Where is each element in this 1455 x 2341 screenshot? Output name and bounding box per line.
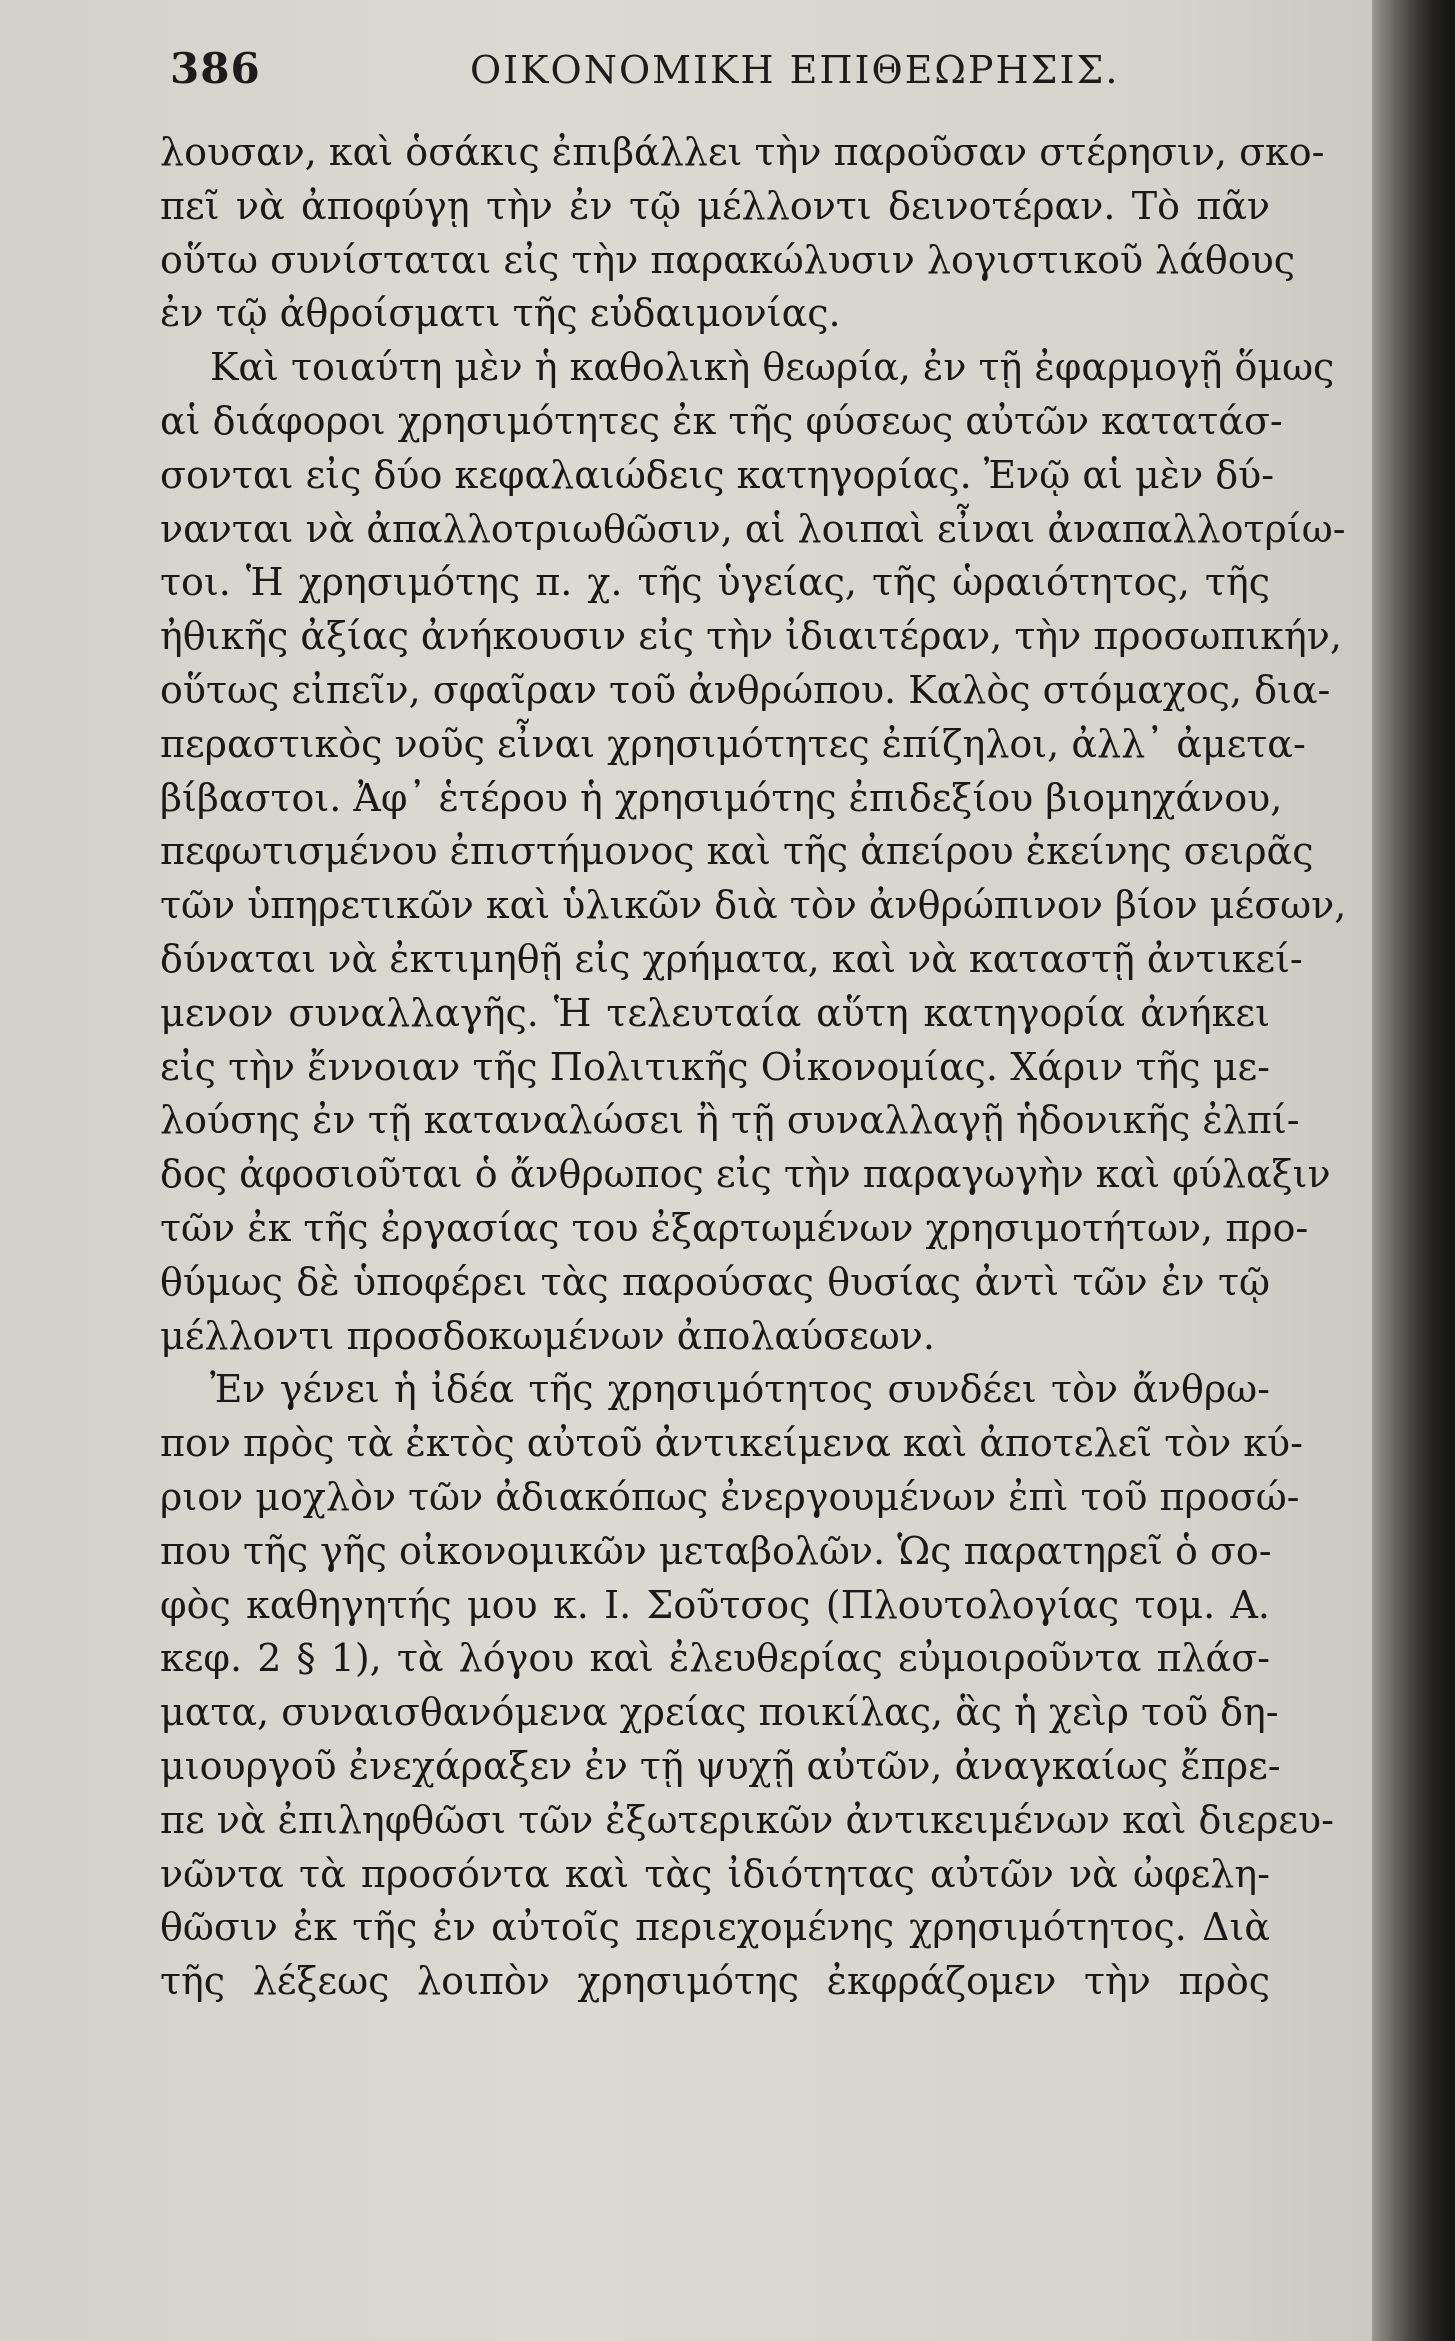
text-line: που τῆς γῆς οἰκονομικῶν μεταβολῶν. Ὡς παρατηρεῖ ὁ σο- — [160, 1528, 1272, 1573]
text-line: κεφ. 2 § 1), τὰ λόγου καὶ ἐλευθερίας εὐμοιροῦντα πλάσ- — [160, 1636, 1270, 1681]
text-line: οὕτως εἰπεῖν, σφαῖραν τοῦ ἀνθρώπου. Καλὸς στόμαχος, δια- — [160, 667, 1331, 712]
text-line: θύμως δὲ ὑποφέρει τὰς παρούσας θυσίας ἀντὶ τῶν ἐν τῷ — [160, 1259, 1270, 1304]
running-head — [170, 44, 1270, 104]
text-line: ματα, συναισθανόμενα χρείας ποικίλας, ἃς ἡ χεὶρ τοῦ δη- — [160, 1690, 1279, 1735]
text-line: τῶν ἐκ τῆς ἐργασίας του ἐξαρτωμένων χρησιμοτήτων, προ- — [160, 1205, 1309, 1250]
text-line: λούσης ἐν τῇ καταναλώσει ἢ τῇ συναλλαγῇ ἡδονικῆς ἐλπί- — [160, 1098, 1300, 1143]
text-line: μιουργοῦ ἐνεχάραξεν ἐν τῇ ψυχῇ αὐτῶν, ἀναγκαίως ἔπρε- — [160, 1743, 1281, 1788]
text-line: πεφωτισμένου ἐπιστήμονος καὶ τῆς ἀπείρου ἐκείνης σειρᾶς — [160, 829, 1314, 874]
text-line: φὸς καθηγητής μου κ. Ι. Σοῦτσος (Πλουτολογίας τομ. Α. — [160, 1582, 1270, 1627]
text-line: οὕτω συνίσταται εἰς τὴν παρακώλυσιν λογιστικοῦ λάθους — [160, 237, 1296, 282]
text-line: μενον συναλλαγῆς. Ἡ τελευταία αὕτη κατηγορία ἀνήκει — [160, 990, 1270, 1035]
text-line: λουσαν, καὶ ὁσάκις ἐπιβάλλει τὴν παροῦσαν στέρησιν, σκο- — [160, 130, 1325, 174]
text-line: πεῖ νὰ ἀποφύγῃ τὴν ἐν τῷ μέλλοντι δεινοτέραν. Τὸ πᾶν — [160, 183, 1270, 228]
book-binding-edge — [1372, 0, 1455, 2341]
text-line: νανται νὰ ἀπαλλοτριωθῶσιν, αἱ λοιπαὶ εἶναι ἀναπαλλοτρίω- — [160, 506, 1346, 551]
text-line: μέλλοντι προσδοκωμένων ἀπολαύσεων. — [160, 1313, 935, 1358]
text-line: Ἐν γένει ἡ ἰδέα τῆς χρησιμότητος συνδέει τὸν ἄνθρω- — [210, 1367, 1270, 1412]
text-line: δύναται νὰ ἐκτιμηθῇ εἰς χρήματα, καὶ νὰ καταστῇ ἀντικεί- — [160, 936, 1303, 981]
running-title: ΟΙΚΟΝΟΜΙΚΗ ΕΠΙΘΕΩΡΗΣΙΣ. — [470, 48, 1120, 92]
text-line: τῆς λέξεως λοιπὸν χρησιμότης ἐκφράζομεν τὴν πρὸς — [160, 1959, 1270, 2004]
text-line: ριον μοχλὸν τῶν ἀδιακόπως ἐνεργουμένων ἐπὶ τοῦ προσώ- — [160, 1474, 1300, 1519]
text-line: σονται εἰς δύο κεφαλαιώδεις κατηγορίας. Ἐνῷ αἱ μὲν δύ- — [160, 452, 1275, 497]
text-line: ἠθικῆς ἀξίας ἀνήκουσιν εἰς τὴν ἰδιαιτέραν, τὴν προσωπικήν, — [160, 614, 1342, 659]
text-line: τῶν ὑπηρετικῶν καὶ ὑλικῶν διὰ τὸν ἀνθρώπινον βίον μέσων, — [160, 883, 1347, 928]
text-line: Καὶ τοιαύτη μὲν ἡ καθολικὴ θεωρία, ἐν τῇ ἐφαρμογῇ ὅμως — [210, 345, 1335, 390]
text-line: πον πρὸς τὰ ἐκτὸς αὐτοῦ ἀντικείμενα καὶ ἀποτελεῖ τὸν κύ- — [160, 1421, 1303, 1466]
text-line: νῶντα τὰ προσόντα καὶ τὰς ἰδιότητας αὐτῶν νὰ ὠφελη- — [160, 1851, 1270, 1896]
text-line: εἰς τὴν ἔννοιαν τῆς Πολιτικῆς Οἰκονομίας. Χάριν τῆς με- — [160, 1044, 1270, 1089]
page-number: 386 — [170, 44, 261, 93]
text-line: δος ἀφοσιοῦται ὁ ἄνθρωπος εἰς τὴν παραγωγὴν καὶ φύλαξιν — [160, 1152, 1331, 1197]
text-line: βίβαστοι. Ἀφ᾽ ἑτέρου ἡ χρησιμότης ἐπιδεξίου βιομηχάνου, — [160, 775, 1283, 820]
body-text — [160, 126, 1347, 2009]
text-line: θῶσιν ἐκ τῆς ἐν αὐτοῖς περιεχομένης χρησιμότητος. Διὰ — [160, 1905, 1270, 1950]
text-line: τοι. Ἡ χρησιμότης π. χ. τῆς ὑγείας, τῆς ὡραιότητος, τῆς — [160, 560, 1270, 605]
text-line: πε νὰ ἐπιληφθῶσι τῶν ἐξωτερικῶν ἀντικειμένων καὶ διερευ- — [160, 1797, 1334, 1842]
text-line: αἱ διάφοροι χρησιμότητες ἐκ τῆς φύσεως αὐτῶν κατατάσ- — [160, 398, 1283, 443]
text-line: ἐν τῷ ἀθροίσματι τῆς εὐδαιμονίας. — [160, 291, 841, 336]
text-line: περαστικὸς νοῦς εἶναι χρησιμότητες ἐπίζηλοι, ἀλλ᾽ ἀμετα- — [160, 721, 1306, 766]
